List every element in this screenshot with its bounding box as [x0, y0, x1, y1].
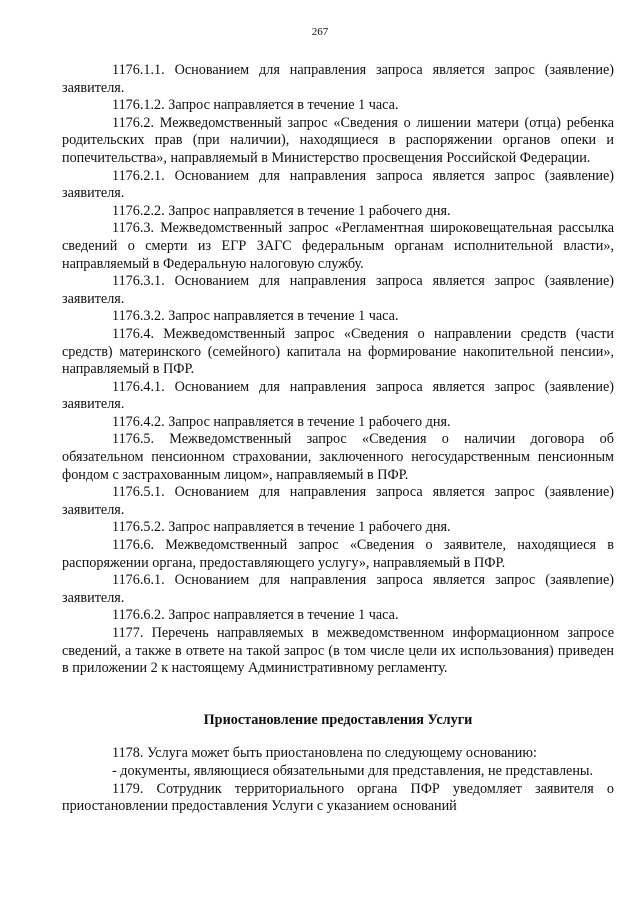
paragraph: 1176.5.2. Запрос направляется в течение 1 рабочего дня. [112, 519, 451, 536]
paragraph: 1179. Сотрудник территориального органа ПФР уведомляет заявителя о приостановлении предоставления Услуги с указанием оснований [62, 780, 614, 815]
paragraph: 1176.4.1. Основанием для направления запроса является запрос (заявление) заявителя. [62, 378, 614, 413]
paragraph: - документы, являющиеся обязательными для представления, не представлены. [112, 762, 593, 779]
paragraph: 1176.5.1. Основанием для направления запроса является запрос (заявление) заявителя. [62, 484, 614, 518]
paragraph: 1176.3. Межведомственный запрос «Регламентная широковещательная рассылка сведений о смерти из ЕГР ЗАГС федеральным органам исполнительной власти», направляемый в Федеральную налоговую службу. [62, 220, 614, 272]
paragraph: 1176.2.2. Запрос направляется в течение 1 рабочего дня. [112, 202, 451, 219]
paragraph: 1176.2. Межведомственный запрос «Сведения о лишении матери (отца) ребенка родительских прав (при наличии), находящиеся в распоряжении органов опеки и попечительства», направляемый в Министерство просвещения Российской Федерации. [62, 114, 614, 166]
paragraph: 1176.4. Межведомственный запрос «Сведения о направлении средств (части средств) материнского (семейного) капитала на формирование накопительной пенсии», направляемый в ПФР. [62, 325, 614, 378]
paragraph: 1176.6.2. Запрос направляется в течение 1 часа. [112, 607, 399, 624]
paragraph: 1176.6.1. Основанием для направления запроса является запрос (заявлеnие) заявителя. [62, 572, 614, 606]
paragraph: 1176.4.2. Запрос направляется в течение 1 рабочего дня. [112, 413, 451, 430]
paragraph: 1177. Перечень направляемых в межведомственном информационном запросе сведений, а также в ответе на такой запрос (в том числе цели их использования) приведен в приложении 2 к настоящему Административному регламенту. [62, 625, 614, 677]
page-number: 267 [311, 26, 329, 38]
paragraph: 1176.6. Межведомственный запрос «Сведения о заявителе, находящиеся в распоряжении органа, предоставляющего услугу», направляемый в ПФР. [62, 537, 614, 571]
paragraph: 1176.5. Межведомственный запрос «Сведения о наличии договора об обязательном пенсионном страховании, заключенного негосударственным пенсионным фондом с застрахованным лицом», направляемый в ПФР. [62, 431, 614, 483]
paragraph: 1176.1.1. Основанием для направления запроса является запрос (заявление) заявителя. [62, 62, 614, 96]
paragraph: 1176.2.1. Основанием для направления запроса является запрос (заявление) заявителя. [62, 167, 614, 202]
paragraph: 1176.1.2. Запрос направляется в течение 1 часа. [112, 97, 399, 114]
paragraph: 1176.3.2. Запрос направляется в течение 1 часа. [112, 308, 399, 325]
paragraph: 1178. Услуга может быть приостановлена по следующему основанию: [112, 745, 537, 762]
document-body [62, 62, 614, 816]
paragraph: 1176.3.1. Основанием для направления запроса является запрос (заявление) заявителя. [62, 273, 614, 307]
section-heading: Приостановление предоставления Услуги [203, 711, 473, 728]
